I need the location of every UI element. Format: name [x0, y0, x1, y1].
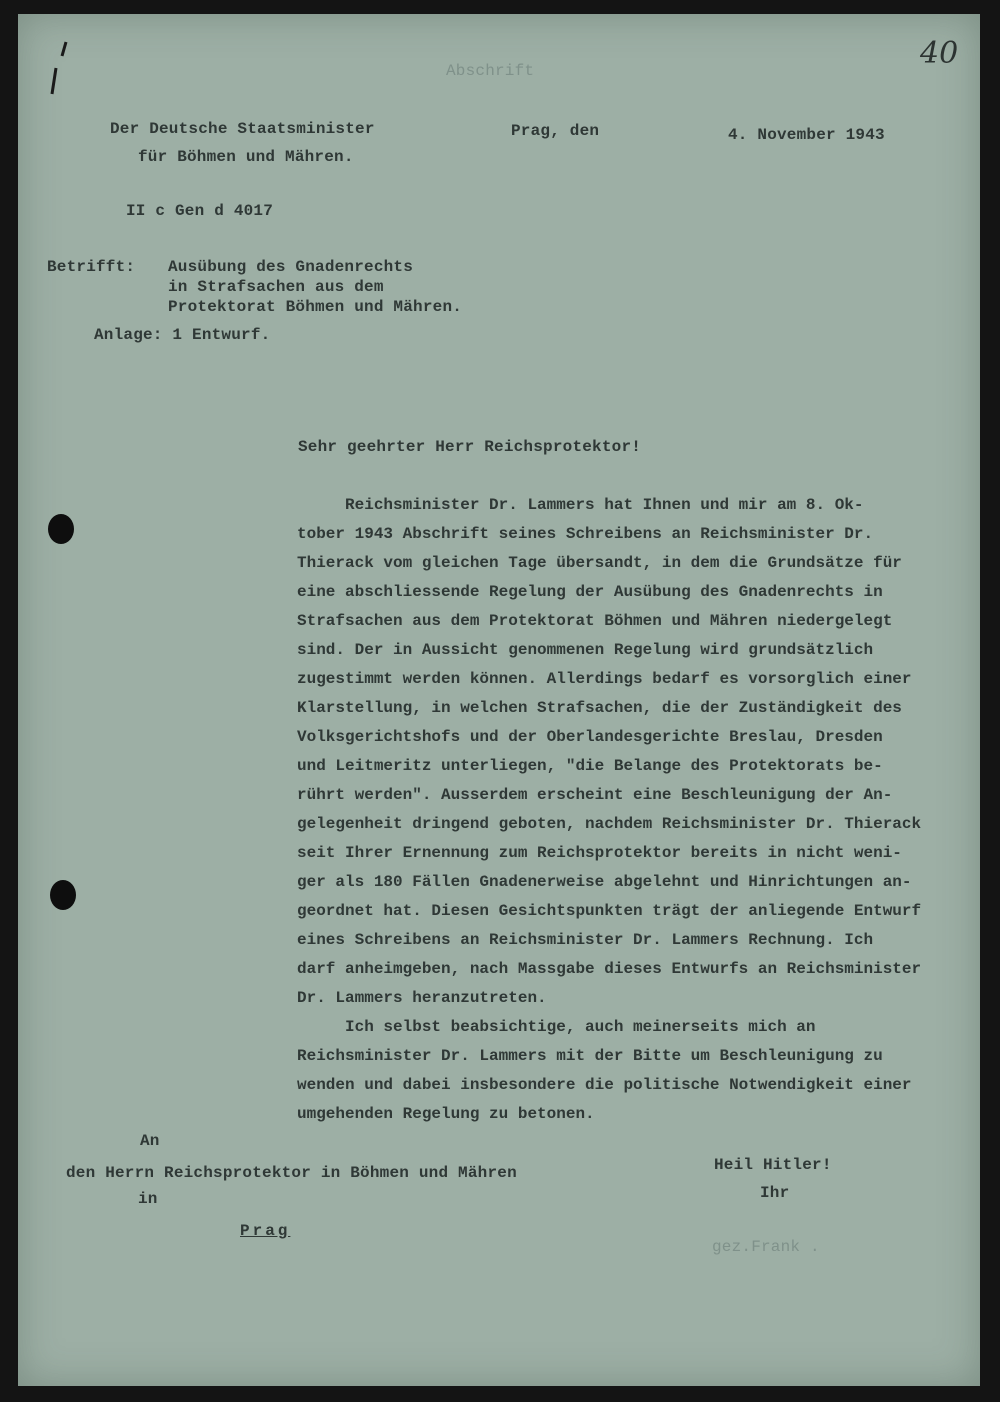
body-line: ger als 180 Fällen Gnadenerweise abgelehnt und Hinrichtungen an-	[297, 873, 912, 891]
body-line: eine abschliessende Regelung der Ausübung des Gnadenrechts in	[297, 583, 883, 601]
body-line: sind. Der in Aussicht genommenen Regelung wird grundsätzlich	[297, 641, 874, 659]
sender-line-2: für Böhmen und Mähren.	[138, 148, 354, 166]
salutation: Sehr geehrter Herr Reichsprotektor!	[298, 438, 642, 456]
date: 4. November 1943	[728, 126, 885, 144]
body-line: gelegenheit dringend geboten, nachdem Reichsminister Dr. Thierack	[297, 815, 922, 833]
subject-label: Betrifft:	[47, 258, 136, 276]
addressee-city: Prag	[240, 1222, 291, 1240]
header-label: Abschrift	[446, 62, 535, 80]
body-line: und Leitmeritz unterliegen, "die Belange des Protektorats be-	[297, 757, 883, 775]
subject-line: Protektorat Böhmen und Mähren.	[168, 298, 463, 316]
staple-mark-icon	[46, 38, 76, 98]
addressee-in: in	[138, 1190, 158, 1208]
subject-line: in Strafsachen aus dem	[168, 278, 384, 296]
body-line: Klarstellung, in welchen Strafsachen, die der Zuständigkeit des	[297, 699, 902, 717]
enclosure: Anlage: 1 Entwurf.	[94, 326, 271, 344]
body-line: Strafsachen aus dem Protektorat Böhmen und Mähren niedergelegt	[297, 612, 893, 630]
reference-number: II c Gen d 4017	[126, 202, 274, 220]
body-line: Ich selbst beabsichtige, auch meinerseits mich an	[297, 1018, 816, 1036]
body-line: Reichsminister Dr. Lammers hat Ihnen und mir am 8. Ok-	[297, 496, 864, 514]
place: Prag, den	[511, 122, 600, 140]
body-line: Dr. Lammers heranzutreten.	[297, 989, 547, 1007]
sender-line-1: Der Deutsche Staatsminister	[110, 120, 375, 138]
addressee-an: An	[140, 1132, 160, 1150]
punch-hole-bottom	[50, 880, 76, 910]
document-page	[18, 14, 980, 1386]
body-line: geordnet hat. Diesen Gesichtspunkten trägt der anliegende Entwurf	[297, 902, 922, 920]
body-line: wenden und dabei insbesondere die politische Notwendigkeit einer	[297, 1076, 912, 1094]
body-line: Thierack vom gleichen Tage übersandt, in dem die Grundsätze für	[297, 554, 902, 572]
closing-ihr: Ihr	[760, 1184, 790, 1202]
subject-line: Ausübung des Gnadenrechts	[168, 258, 414, 276]
signature: gez.Frank .	[712, 1238, 820, 1256]
handwritten-page-number: 40	[920, 36, 959, 71]
punch-hole-top	[48, 514, 74, 544]
closing: Heil Hitler!	[714, 1156, 832, 1174]
body-line: umgehenden Regelung zu betonen.	[297, 1105, 595, 1123]
body-line: rührt werden". Ausserdem erscheint eine Beschleunigung der An-	[297, 786, 893, 804]
body-line: tober 1943 Abschrift seines Schreibens an Reichsminister Dr.	[297, 525, 874, 543]
body-line: Reichsminister Dr. Lammers mit der Bitte um Beschleunigung zu	[297, 1047, 883, 1065]
body-line: zugestimmt werden können. Allerdings bedarf es vorsorglich einer	[297, 670, 912, 688]
body-line: eines Schreibens an Reichsminister Dr. Lammers Rechnung. Ich	[297, 931, 874, 949]
body-line: darf anheimgeben, nach Massgabe dieses Entwurfs an Reichsminister	[297, 960, 922, 978]
addressee-name: den Herrn Reichsprotektor in Böhmen und Mähren	[66, 1164, 517, 1182]
body-line: Volksgerichtshofs und der Oberlandesgerichte Breslau, Dresden	[297, 728, 883, 746]
body-line: seit Ihrer Ernennung zum Reichsprotektor bereits in nicht weni-	[297, 844, 902, 862]
